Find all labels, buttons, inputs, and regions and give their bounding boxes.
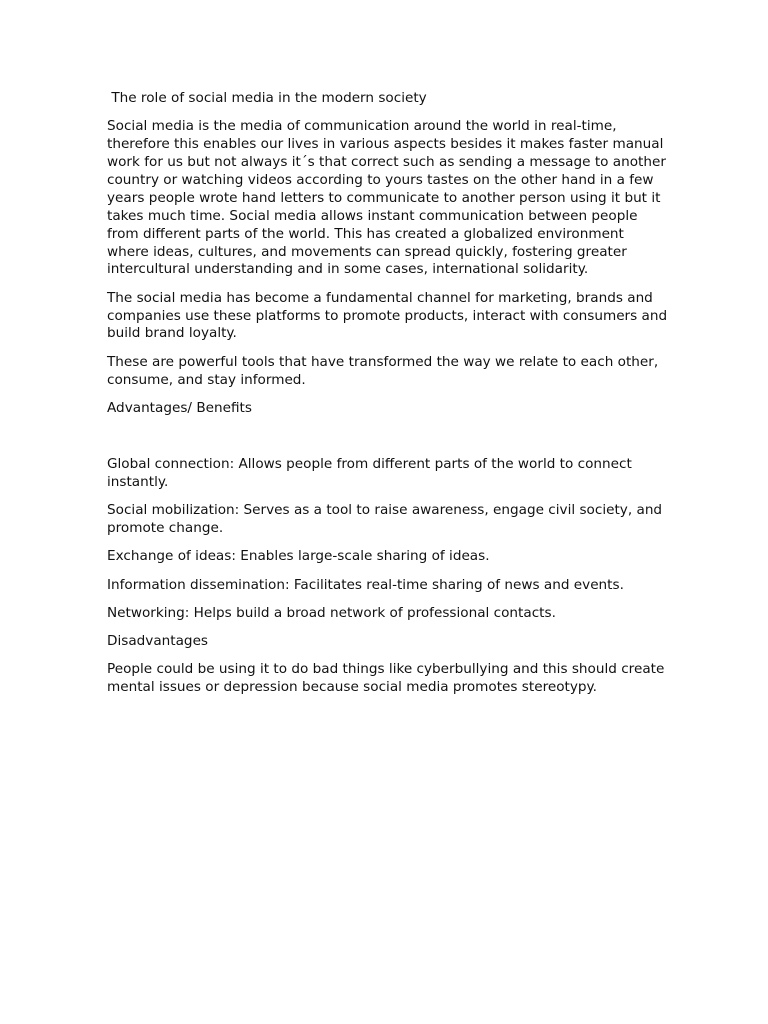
advantage-item: Information dissemination: Facilitates real-time sharing of news and events. [107, 576, 624, 593]
advantage-item: Exchange of ideas: Enables large-scale sharing of ideas. [107, 548, 490, 565]
advantages-heading: Advantages/ Benefits [107, 399, 252, 416]
paragraph-marketing: The social media has become a fundamental channel for marketing, brands and companies use these platforms to promote products, interact with consumers and build brand loyalty. [107, 289, 672, 342]
empty-line [107, 428, 669, 456]
advantage-item: Social mobilization: Serves as a tool to raise awareness, engage civil society, and promote change. [107, 502, 667, 537]
paragraph-intro: Social media is the media of communication around the world in real-time, therefore this enables our lives in various aspects besides it makes faster manual work for us but not always it´s that correct such as sending a message to another country or watching videos according to yours tastes on the other hand in a few years people wrote hand letters to communicate to another person using it but it takes much time. Social media allows instant communication between people from different parts of the world. This has created a globalized environment where ideas, cultures, and movements can spread quickly, fostering greater intercultural understanding and in some cases, international solidarity. [107, 118, 671, 278]
paragraph-tools: These are powerful tools that have transformed the way we relate to each other, consume, and stay informed. [107, 353, 663, 388]
disadvantage-item: People could be using it to do bad things like cyberbullying and this should create mental issues or depression because social media promotes stereotypy. [107, 661, 669, 696]
advantage-item: Networking: Helps build a broad network of professional contacts. [107, 604, 556, 621]
advantage-item: Global connection: Allows people from different parts of the world to connect instantly. [107, 456, 637, 491]
document-title: The role of social media in the modern society [107, 90, 427, 106]
document-body [107, 90, 672, 707]
disadvantages-heading: Disadvantages [107, 633, 209, 649]
